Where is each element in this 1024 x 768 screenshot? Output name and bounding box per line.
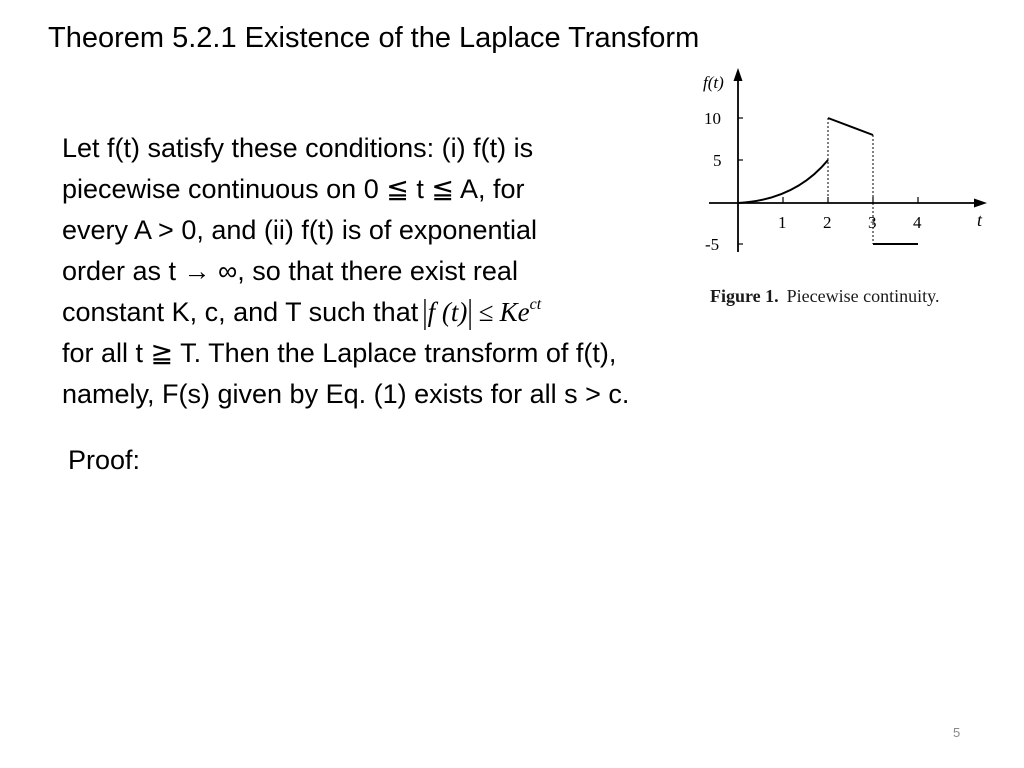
theorem-line-6: for all t ≧ T. Then the Laplace transform of f(t), — [62, 338, 617, 368]
inequality-lhs: f (t) — [427, 297, 468, 327]
inequality-exponent: ct — [529, 296, 542, 313]
theorem-line-4: order as t → ∞, so that there exist real — [62, 256, 518, 286]
figure-caption-text: Piecewise continuity. — [786, 286, 940, 306]
figure-plot — [695, 62, 995, 262]
y-tick-label-neg5: -5 — [705, 235, 720, 254]
theorem-line-5-text: constant K, c, and T such that — [62, 297, 419, 327]
exponential-order-inequality: |f $(t)| \le Ke^{ct}$ — [422, 293, 542, 331]
theorem-statement — [62, 128, 802, 415]
proof-label: Proof: — [68, 445, 141, 475]
curve-segment-2 — [828, 118, 873, 135]
figure-caption-label: Figure 1. — [710, 286, 779, 306]
inequality-rhs: Ke — [499, 297, 530, 327]
y-tick-label-5: 5 — [713, 151, 722, 170]
theorem-line-5 — [62, 292, 541, 333]
y-axis-label: f(t) — [703, 73, 724, 92]
x-axis-arrow-icon — [974, 199, 987, 208]
slide-number: 5 — [953, 725, 961, 740]
inequality-relation: ≤ — [478, 297, 494, 327]
x-tick-label-1: 1 — [778, 213, 787, 232]
curve-segment-1 — [738, 160, 828, 203]
slide-title: Theorem 5.2.1 Existence of the Laplace Transform — [48, 22, 700, 54]
theorem-line-7: namely, F(s) given by Eq. (1) exists for all s > c. — [62, 379, 630, 409]
theorem-line-2: piecewise continuous on 0 ≦ t ≦ A, for — [62, 174, 525, 204]
theorem-line-1: Let f(t) satisfy these conditions: (i) f(t) is — [62, 133, 534, 163]
theorem-line-3: every A > 0, and (ii) f(t) is of exponential — [62, 215, 537, 245]
y-axis-arrow-icon — [734, 68, 743, 81]
x-tick-label-4: 4 — [913, 213, 922, 232]
x-tick-label-3: 3 — [868, 213, 877, 232]
y-tick-label-10: 10 — [704, 109, 721, 128]
piecewise-continuity-figure — [695, 62, 995, 262]
figure-caption — [710, 286, 939, 307]
x-axis-label: t — [977, 210, 983, 230]
x-tick-label-2: 2 — [823, 213, 832, 232]
